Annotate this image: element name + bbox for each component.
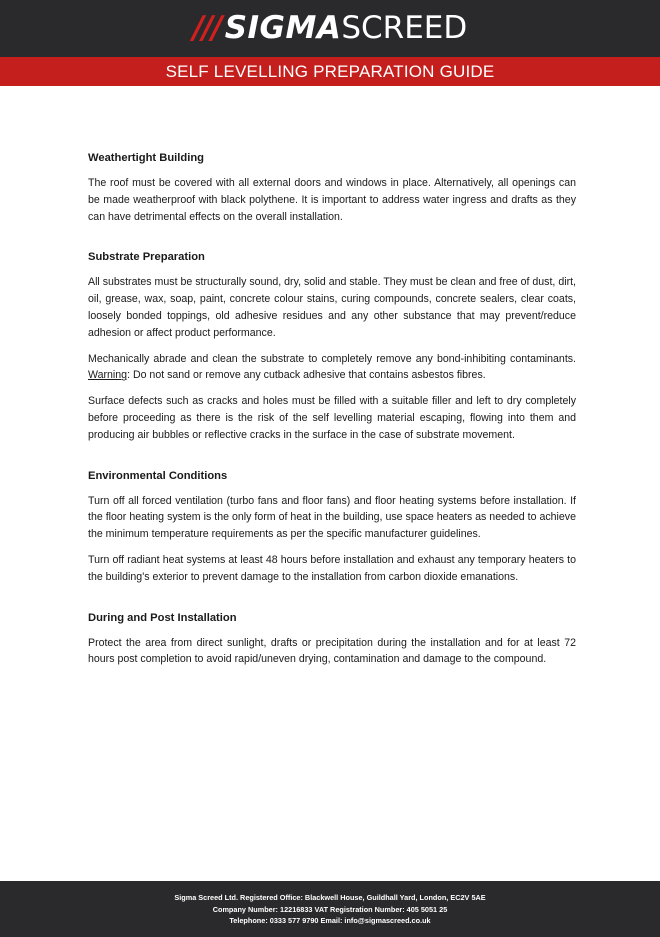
paragraph-text: Mechanically abrade and clean the substrate to completely remove any bond-inhibiting contaminants. (88, 352, 576, 365)
document-title: SELF LEVELLING PREPARATION GUIDE (0, 57, 660, 86)
section-environmental-conditions (88, 468, 576, 586)
header-bar (0, 0, 660, 57)
paragraph: The roof must be covered with all external doors and windows in place. Alternatively, all openings can be made weatherproof with black polythene. It is important to address water ingress and drafts as they can have detrimental effects on the overall installation. (88, 177, 576, 223)
paragraph: Protect the area from direct sunlight, drafts or precipitation during the installation and for at least 72 hours post completion to avoid rapid/uneven drying, contamination and damage to the compound. (88, 636, 576, 666)
section-during-post-installation (88, 610, 576, 669)
footer-registration: Company Number: 12216833 VAT Registration Number: 405 5051 25 (212, 904, 448, 914)
paragraph-text: : Do not sand or remove any cutback adhesive that contains asbestos fibres. (127, 369, 486, 382)
footer-contact: Telephone: 0333 577 9790 Email: info@sigmascreed.co.uk (229, 916, 431, 925)
section-heading: Substrate Preparation (88, 251, 205, 264)
sigma-screed-logo (0, 9, 660, 47)
logo-sigma: SIGMA (224, 10, 342, 46)
paragraph-warning (88, 351, 576, 385)
section-weathertight-building (88, 150, 576, 225)
section-substrate-preparation (88, 249, 576, 443)
section-heading: Weathertight Building (88, 152, 205, 164)
footer-address: Sigma Screed Ltd. Registered Office: Blackwell House, Guildhall Yard, London, EC2V 5AE (174, 893, 486, 902)
section-heading: Environmental Conditions (88, 469, 228, 482)
paragraph: All substrates must be structurally sound, dry, solid and stable. They must be clean and free of dust, dirt, oil, grease, wax, soap, paint, concrete colour stains, curing compounds, concrete sealers, clear coats, loosely bonded toppings, old adhesive residues and any other substance that may prevent/reduce adhesion or affect product performance. (88, 276, 576, 339)
section-heading: During and Post Installation (88, 611, 237, 624)
document-body (88, 150, 576, 668)
paragraph: Turn off all forced ventilation (turbo fans and floor fans) and floor heating systems before installation. If the floor heating system is the only form of heat in the building, use space heaters as needed to achieve the minimum temperature requirements as per the specific manufacturer guidelines. (88, 494, 576, 541)
logo-slashes: /// (192, 10, 221, 46)
footer-bar (0, 881, 660, 937)
logo-screed: SCREED (341, 10, 468, 46)
paragraph: Turn off radiant heat systems at least 48 hours before installation and exhaust any temporary heaters to the building's exterior to prevent damage to the installation from carbon dioxide emanations. (88, 553, 576, 583)
warning-label: Warning (88, 369, 128, 382)
paragraph: Surface defects such as cracks and holes must be filled with a suitable filler and left to dry completely before proceeding as there is the risk of the self levelling material escaping, flowing into them and producing air bubbles or reflective cracks in the surface in the case of substrate movement. (88, 395, 576, 441)
